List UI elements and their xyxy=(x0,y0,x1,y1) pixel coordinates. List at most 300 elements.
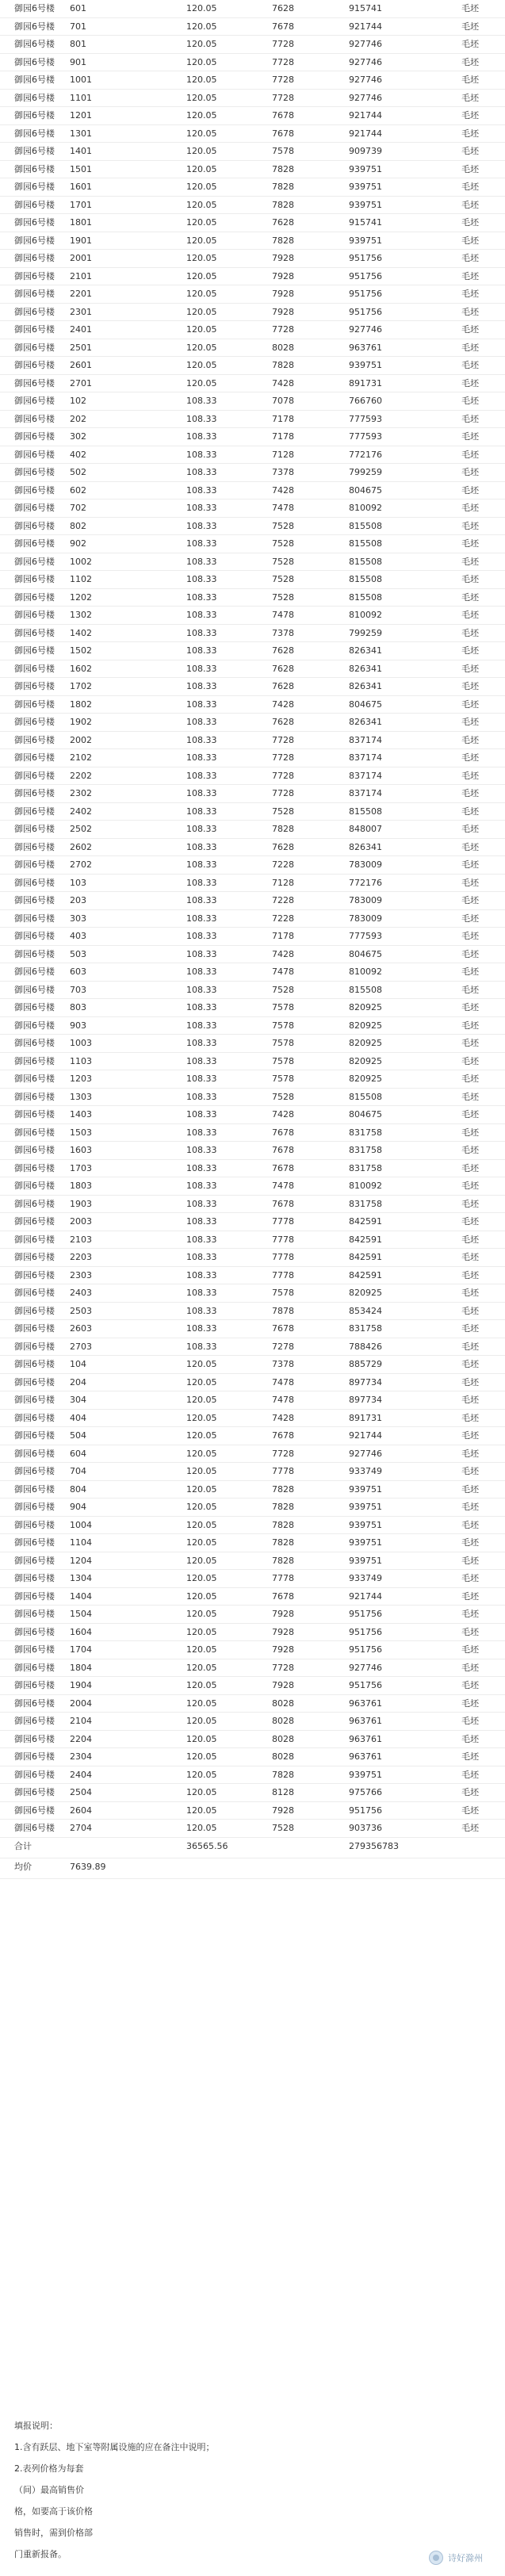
table-row xyxy=(0,982,505,1000)
unit-cell: 1401 xyxy=(70,146,92,156)
decoration-cell: 毛坯 xyxy=(461,1198,479,1209)
decoration-cell: 毛坯 xyxy=(461,1341,479,1352)
unit-cell: 1303 xyxy=(70,1091,92,1102)
decoration-cell: 毛坯 xyxy=(461,1234,479,1245)
building-cell: 御园6号楼 xyxy=(14,128,55,139)
unit-price-cell: 7628 xyxy=(272,681,294,691)
table-row xyxy=(0,285,505,304)
area-cell: 108.33 xyxy=(186,1127,217,1138)
area-cell: 108.33 xyxy=(186,717,217,727)
unit-price-cell: 7578 xyxy=(272,1288,294,1298)
decoration-cell: 毛坯 xyxy=(461,770,479,781)
table-row xyxy=(0,928,505,946)
building-cell: 御园6号楼 xyxy=(14,182,55,192)
total-price-cell: 810092 xyxy=(349,966,382,977)
total-price-cell: 815508 xyxy=(349,984,382,995)
total-price-cell: 903736 xyxy=(349,1823,382,1833)
unit-price-cell: 7428 xyxy=(272,377,294,389)
total-price-cell: 915741 xyxy=(349,3,382,13)
building-cell: 御园6号楼 xyxy=(14,1626,55,1637)
unit-cell: 1601 xyxy=(70,182,92,192)
table-row xyxy=(0,1106,505,1124)
area-cell: 108.33 xyxy=(186,1074,217,1084)
total-price-cell: 815508 xyxy=(349,574,382,584)
unit-price-cell: 7828 xyxy=(272,235,294,246)
building-cell: 御园6号楼 xyxy=(14,1537,55,1548)
building-cell: 御园6号楼 xyxy=(14,270,55,281)
unit-price-cell: 7128 xyxy=(272,877,294,888)
unit-cell: 1201 xyxy=(70,110,92,121)
area-cell: 120.05 xyxy=(186,270,217,281)
unit-price-cell: 8128 xyxy=(272,1787,294,1797)
total-price-cell: 939751 xyxy=(349,1555,382,1566)
area-cell: 120.05 xyxy=(186,199,217,210)
unit-cell: 202 xyxy=(70,413,86,424)
building-cell: 御园6号楼 xyxy=(14,396,55,406)
total-price-cell: 777593 xyxy=(349,413,382,424)
building-cell: 御园6号楼 xyxy=(14,1376,55,1388)
decoration-cell: 毛坯 xyxy=(461,1680,479,1690)
area-cell: 120.05 xyxy=(186,1716,217,1726)
total-price-cell: 951756 xyxy=(349,253,382,263)
decoration-cell: 毛坯 xyxy=(461,1805,479,1816)
table-row xyxy=(0,178,505,197)
area-cell: 120.05 xyxy=(186,182,217,192)
total-price-cell: 820925 xyxy=(349,1074,382,1084)
building-cell: 御园6号楼 xyxy=(14,627,55,638)
decoration-cell: 毛坯 xyxy=(461,1020,479,1031)
decoration-cell: 毛坯 xyxy=(461,1288,479,1298)
unit-cell: 1004 xyxy=(70,1519,92,1530)
unit-price-cell: 7228 xyxy=(272,859,294,870)
building-cell: 御园6号楼 xyxy=(14,645,55,656)
table-row xyxy=(0,1053,505,1071)
table-row xyxy=(0,821,505,839)
unit-cell: 1003 xyxy=(70,1038,92,1048)
building-cell: 御园6号楼 xyxy=(14,734,55,745)
decoration-cell: 毛坯 xyxy=(461,788,479,798)
filling-notes xyxy=(14,2415,490,2565)
decoration-cell: 毛坯 xyxy=(461,1038,479,1048)
building-cell: 御园6号楼 xyxy=(14,1305,55,1316)
decoration-cell: 毛坯 xyxy=(461,1216,479,1227)
unit-cell: 2302 xyxy=(70,788,92,798)
unit-price-cell: 7728 xyxy=(272,788,294,798)
decoration-cell: 毛坯 xyxy=(461,396,479,406)
table-row xyxy=(0,1160,505,1178)
unit-price-cell: 7628 xyxy=(272,663,294,674)
total-price-cell: 804675 xyxy=(349,699,382,710)
area-cell: 108.33 xyxy=(186,520,217,531)
table-row xyxy=(0,1731,505,1749)
building-cell: 御园6号楼 xyxy=(14,110,55,121)
unit-price-cell: 7378 xyxy=(272,467,294,477)
building-cell: 御园6号楼 xyxy=(14,699,55,710)
building-cell: 御园6号楼 xyxy=(14,1698,55,1709)
unit-price-cell: 7478 xyxy=(272,1395,294,1405)
unit-cell: 1001 xyxy=(70,75,92,85)
decoration-cell: 毛坯 xyxy=(461,1644,479,1655)
building-cell: 御园6号楼 xyxy=(14,1805,55,1816)
table-row xyxy=(0,36,505,54)
unit-cell: 2704 xyxy=(70,1823,92,1833)
decoration-cell: 毛坯 xyxy=(461,342,479,353)
area-cell: 108.33 xyxy=(186,1055,217,1066)
decoration-cell: 毛坯 xyxy=(461,806,479,817)
building-cell: 御园6号楼 xyxy=(14,1502,55,1512)
table-row xyxy=(0,625,505,643)
unit-cell: 801 xyxy=(70,39,86,49)
unit-price-cell: 8028 xyxy=(272,1698,294,1709)
building-cell: 御园6号楼 xyxy=(14,556,55,567)
total-price-cell: 804675 xyxy=(349,948,382,959)
decoration-cell: 毛坯 xyxy=(461,1252,479,1262)
table-row xyxy=(0,411,505,429)
total-price-cell: 939751 xyxy=(349,1483,382,1495)
table-row xyxy=(0,482,505,500)
unit-cell: 1202 xyxy=(70,591,92,603)
building-cell: 御园6号楼 xyxy=(14,377,55,389)
building-cell: 御园6号楼 xyxy=(14,1181,55,1191)
unit-price-cell: 7728 xyxy=(272,734,294,745)
table-row xyxy=(0,589,505,607)
area-cell: 108.33 xyxy=(186,484,217,496)
table-row xyxy=(0,250,505,268)
unit-price-cell: 7178 xyxy=(272,413,294,424)
unit-price-cell: 7828 xyxy=(272,1502,294,1512)
area-cell: 108.33 xyxy=(186,431,217,442)
unit-cell: 1403 xyxy=(70,1109,92,1120)
unit-cell: 1203 xyxy=(70,1074,92,1084)
area-cell: 108.33 xyxy=(186,1323,217,1334)
decoration-cell: 毛坯 xyxy=(461,484,479,496)
building-cell: 御园6号楼 xyxy=(14,56,55,67)
decoration-cell: 毛坯 xyxy=(461,1127,479,1138)
building-cell: 御园6号楼 xyxy=(14,1519,55,1530)
unit-cell: 2203 xyxy=(70,1252,92,1262)
area-cell: 108.33 xyxy=(186,538,217,549)
unit-price-cell: 7828 xyxy=(272,360,294,370)
building-cell: 御园6号楼 xyxy=(14,1769,55,1780)
total-price-cell: 927746 xyxy=(349,75,382,85)
unit-cell: 1603 xyxy=(70,1145,92,1155)
building-cell: 御园6号楼 xyxy=(14,1555,55,1566)
building-cell: 御园6号楼 xyxy=(14,984,55,995)
decoration-cell: 毛坯 xyxy=(461,752,479,763)
unit-price-cell: 7578 xyxy=(272,1002,294,1012)
note-line: 格，如要高于该价格 xyxy=(14,2506,93,2517)
area-cell: 120.05 xyxy=(186,1483,217,1495)
table-row xyxy=(0,856,505,875)
decoration-cell: 毛坯 xyxy=(461,1412,479,1423)
total-price-cell: 788426 xyxy=(349,1341,382,1352)
table-row xyxy=(0,1177,505,1196)
decoration-cell: 毛坯 xyxy=(461,1002,479,1012)
area-cell: 108.33 xyxy=(186,806,217,817)
unit-cell: 203 xyxy=(70,895,86,905)
area-cell: 108.33 xyxy=(186,877,217,888)
unit-price-cell: 7678 xyxy=(272,1127,294,1138)
unit-cell: 1903 xyxy=(70,1198,92,1209)
total-price-cell: 939751 xyxy=(349,360,382,370)
decoration-cell: 毛坯 xyxy=(461,360,479,370)
total-price-cell: 921744 xyxy=(349,1430,382,1441)
total-price-cell: 783009 xyxy=(349,913,382,924)
unit-price-cell: 7728 xyxy=(272,56,294,67)
building-cell: 御园6号楼 xyxy=(14,413,55,424)
unit-cell: 1904 xyxy=(70,1680,92,1690)
area-cell: 108.33 xyxy=(186,1198,217,1209)
area-cell: 120.05 xyxy=(186,1680,217,1690)
total-price-cell: 963761 xyxy=(349,1698,382,1709)
area-cell: 108.33 xyxy=(186,663,217,674)
total-price-cell: 921744 xyxy=(349,21,382,32)
area-cell: 120.05 xyxy=(186,75,217,85)
decoration-cell: 毛坯 xyxy=(461,1609,479,1619)
area-cell: 108.33 xyxy=(186,449,217,460)
unit-cell: 1304 xyxy=(70,1573,92,1583)
area-cell: 120.05 xyxy=(186,1448,217,1459)
building-cell: 御园6号楼 xyxy=(14,520,55,531)
building-cell: 御园6号楼 xyxy=(14,1252,55,1262)
unit-price-cell: 7828 xyxy=(272,1769,294,1780)
decoration-cell: 毛坯 xyxy=(461,56,479,67)
area-cell: 108.33 xyxy=(186,1091,217,1102)
decoration-cell: 毛坯 xyxy=(461,92,479,103)
decoration-cell: 毛坯 xyxy=(461,538,479,549)
decoration-cell: 毛坯 xyxy=(461,1109,479,1120)
building-cell: 御园6号楼 xyxy=(14,1430,55,1441)
area-cell: 108.33 xyxy=(186,1109,217,1120)
total-price-cell: 951756 xyxy=(349,306,382,317)
table-row xyxy=(0,1267,505,1285)
unit-cell: 1502 xyxy=(70,645,92,656)
unit-cell: 903 xyxy=(70,1020,86,1031)
unit-price-cell: 7778 xyxy=(272,1573,294,1583)
area-cell: 108.33 xyxy=(186,396,217,406)
unit-price-cell: 8028 xyxy=(272,342,294,353)
note-line: 门重新报备。 xyxy=(14,2549,67,2559)
building-cell: 御园6号楼 xyxy=(14,538,55,549)
table-row xyxy=(0,321,505,339)
unit-cell: 2601 xyxy=(70,360,92,370)
area-cell: 108.33 xyxy=(186,1234,217,1245)
total-price-cell: 826341 xyxy=(349,645,382,656)
area-cell: 108.33 xyxy=(186,1269,217,1280)
total-price-cell: 837174 xyxy=(349,734,382,745)
area-cell: 108.33 xyxy=(186,574,217,584)
unit-cell: 2001 xyxy=(70,253,92,263)
building-cell: 御园6号楼 xyxy=(14,1680,55,1690)
area-cell: 108.33 xyxy=(186,931,217,941)
unit-price-cell: 7878 xyxy=(272,1305,294,1316)
area-cell: 108.33 xyxy=(186,1162,217,1173)
decoration-cell: 毛坯 xyxy=(461,1359,479,1369)
unit-cell: 104 xyxy=(70,1359,86,1369)
table-row xyxy=(0,1624,505,1642)
unit-cell: 1402 xyxy=(70,627,92,638)
table-row xyxy=(0,696,505,714)
unit-price-cell: 7628 xyxy=(272,645,294,656)
table-row xyxy=(0,678,505,696)
total-price-cell: 777593 xyxy=(349,931,382,941)
total-price-cell: 915741 xyxy=(349,217,382,228)
unit-price-cell: 7778 xyxy=(272,1234,294,1245)
area-cell: 120.05 xyxy=(186,1698,217,1709)
table-row xyxy=(0,1303,505,1321)
decoration-cell: 毛坯 xyxy=(461,1716,479,1726)
unit-price-cell: 7428 xyxy=(272,699,294,710)
building-cell: 御园6号楼 xyxy=(14,1288,55,1298)
unit-cell: 2604 xyxy=(70,1805,92,1816)
unit-price-cell: 7578 xyxy=(272,1020,294,1031)
unit-cell: 2602 xyxy=(70,841,92,852)
area-cell: 108.33 xyxy=(186,467,217,477)
building-cell: 御园6号楼 xyxy=(14,342,55,353)
area-cell: 108.33 xyxy=(186,1181,217,1191)
decoration-cell: 毛坯 xyxy=(461,1573,479,1583)
building-cell: 御园6号楼 xyxy=(14,1002,55,1012)
unit-cell: 102 xyxy=(70,396,86,406)
decoration-cell: 毛坯 xyxy=(461,1662,479,1673)
unit-price-cell: 7628 xyxy=(272,217,294,228)
unit-price-cell: 7528 xyxy=(272,1823,294,1833)
decoration-cell: 毛坯 xyxy=(461,627,479,638)
area-cell: 120.05 xyxy=(186,324,217,335)
table-row xyxy=(0,1356,505,1374)
area-cell: 120.05 xyxy=(186,1519,217,1530)
area-cell: 108.33 xyxy=(186,1341,217,1352)
building-cell: 御园6号楼 xyxy=(14,770,55,781)
building-cell: 御园6号楼 xyxy=(14,1787,55,1797)
decoration-cell: 毛坯 xyxy=(461,984,479,995)
building-cell: 御园6号楼 xyxy=(14,1145,55,1155)
unit-cell: 602 xyxy=(70,484,86,496)
table-row xyxy=(0,428,505,446)
unit-price-cell: 7428 xyxy=(272,1412,294,1423)
decoration-cell: 毛坯 xyxy=(461,270,479,281)
decoration-cell: 毛坯 xyxy=(461,146,479,156)
building-cell: 御园6号楼 xyxy=(14,503,55,513)
total-price-cell: 772176 xyxy=(349,877,382,888)
unit-price-cell: 7678 xyxy=(272,1145,294,1155)
unit-price-cell: 7578 xyxy=(272,146,294,156)
decoration-cell: 毛坯 xyxy=(461,253,479,263)
table-row xyxy=(0,446,505,465)
area-cell: 120.05 xyxy=(186,1395,217,1405)
unit-price-cell: 7728 xyxy=(272,324,294,335)
total-price-cell: 815508 xyxy=(349,520,382,531)
decoration-cell: 毛坯 xyxy=(461,1448,479,1459)
unit-price-cell: 7828 xyxy=(272,1537,294,1548)
total-price-cell: 831758 xyxy=(349,1198,382,1209)
unit-price-cell: 7778 xyxy=(272,1269,294,1280)
table-row xyxy=(0,1766,505,1785)
decoration-cell: 毛坯 xyxy=(461,931,479,941)
table-row xyxy=(0,54,505,72)
building-cell: 御园6号楼 xyxy=(14,1716,55,1726)
table-row xyxy=(0,839,505,857)
decoration-cell: 毛坯 xyxy=(461,966,479,977)
total-price-cell: 799259 xyxy=(349,627,382,638)
table-row xyxy=(0,304,505,322)
area-cell: 120.05 xyxy=(186,1609,217,1619)
table-row xyxy=(0,553,505,572)
total-price-cell: 820925 xyxy=(349,1055,382,1066)
unit-cell: 402 xyxy=(70,449,86,460)
table-row xyxy=(0,1606,505,1624)
area-cell: 108.33 xyxy=(186,752,217,763)
area-cell: 108.33 xyxy=(186,734,217,745)
total-price-cell: 939751 xyxy=(349,1537,382,1548)
note-line: 填报说明： xyxy=(14,2421,58,2431)
decoration-cell: 毛坯 xyxy=(461,1323,479,1334)
decoration-cell: 毛坯 xyxy=(461,1395,479,1405)
unit-price-cell: 7828 xyxy=(272,163,294,174)
total-price-cell: 921744 xyxy=(349,128,382,139)
building-cell: 御园6号楼 xyxy=(14,484,55,496)
area-cell: 120.05 xyxy=(186,1502,217,1512)
total-price-cell: 783009 xyxy=(349,895,382,905)
table-row xyxy=(0,107,505,125)
unit-cell: 502 xyxy=(70,467,86,477)
total-price-cell: 951756 xyxy=(349,270,382,281)
unit-cell: 1104 xyxy=(70,1537,92,1548)
area-cell: 120.05 xyxy=(186,1626,217,1637)
building-cell: 御园6号楼 xyxy=(14,1662,55,1673)
area-cell: 120.05 xyxy=(186,1662,217,1673)
building-cell: 御园6号楼 xyxy=(14,1573,55,1583)
total-price-cell: 815508 xyxy=(349,591,382,603)
area-cell: 108.33 xyxy=(186,859,217,870)
unit-cell: 503 xyxy=(70,948,86,959)
unit-cell: 2201 xyxy=(70,289,92,299)
unit-price-cell: 7678 xyxy=(272,21,294,32)
total-price-cell: 820925 xyxy=(349,1002,382,1012)
unit-cell: 603 xyxy=(70,966,86,977)
decoration-cell: 毛坯 xyxy=(461,3,479,13)
table-row xyxy=(0,464,505,482)
area-cell: 108.33 xyxy=(186,1305,217,1316)
unit-price-cell: 7528 xyxy=(272,591,294,603)
unit-cell: 2502 xyxy=(70,824,92,834)
unit-cell: 1901 xyxy=(70,235,92,246)
unit-cell: 2303 xyxy=(70,1269,92,1280)
area-cell: 108.33 xyxy=(186,1020,217,1031)
area-cell: 108.33 xyxy=(186,627,217,638)
area-cell: 120.05 xyxy=(186,1376,217,1388)
table-row xyxy=(0,1695,505,1713)
unit-price-cell: 7528 xyxy=(272,574,294,584)
unit-cell: 403 xyxy=(70,931,86,941)
unit-price-cell: 7578 xyxy=(272,1055,294,1066)
unit-cell: 1301 xyxy=(70,128,92,139)
decoration-cell: 毛坯 xyxy=(461,1502,479,1512)
table-row xyxy=(0,500,505,518)
decoration-cell: 毛坯 xyxy=(461,591,479,603)
unit-price-cell: 7828 xyxy=(272,824,294,834)
table-row xyxy=(0,660,505,679)
area-cell: 120.05 xyxy=(186,235,217,246)
decoration-cell: 毛坯 xyxy=(461,1269,479,1280)
unit-price-cell: 7728 xyxy=(272,75,294,85)
decoration-cell: 毛坯 xyxy=(461,520,479,531)
unit-cell: 901 xyxy=(70,56,86,67)
building-cell: 御园6号楼 xyxy=(14,39,55,49)
unit-price-cell: 7378 xyxy=(272,627,294,638)
table-row xyxy=(0,1641,505,1659)
building-cell: 御园6号楼 xyxy=(14,841,55,852)
